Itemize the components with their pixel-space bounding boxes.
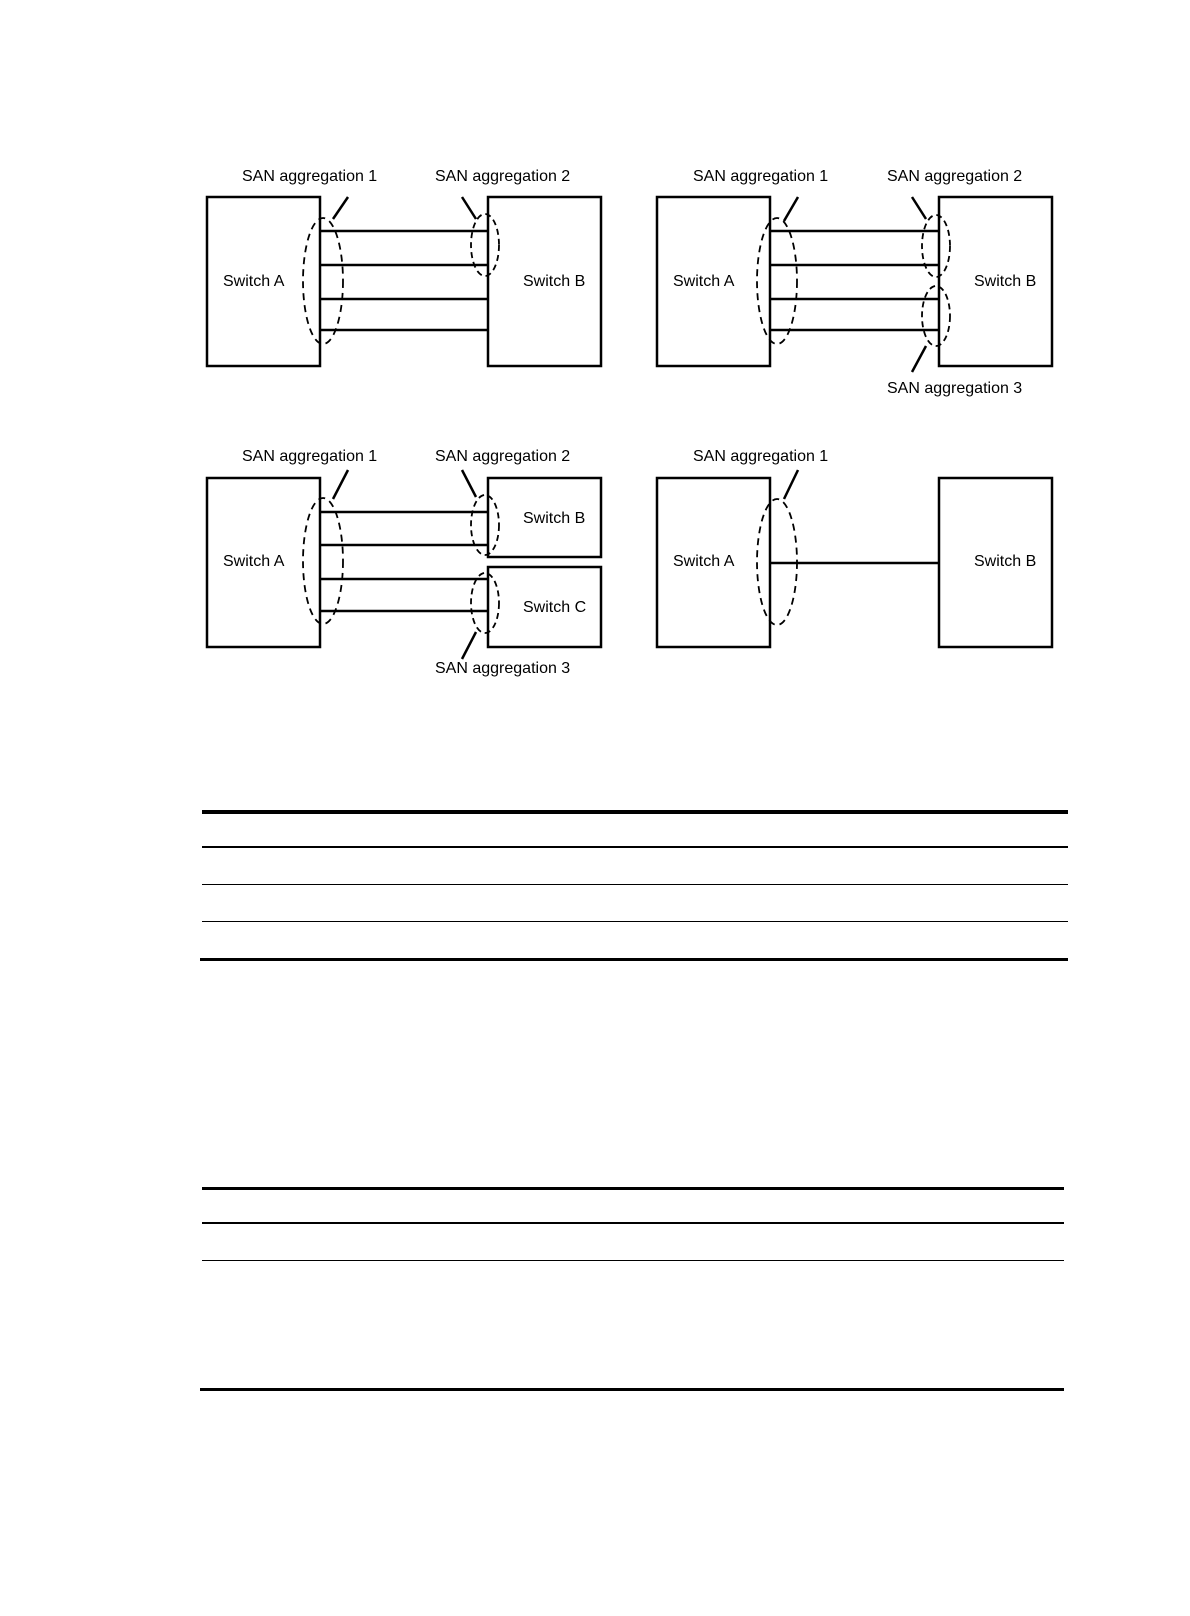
table-row-rule [202, 1260, 1064, 1261]
switch-label: Switch C [523, 599, 587, 616]
aggregation-ellipse [757, 218, 797, 344]
table-bottom-rule [200, 1388, 1064, 1391]
aggregation-label: SAN aggregation 2 [887, 168, 1023, 185]
table-top-rule [202, 810, 1068, 814]
callout-line [462, 632, 476, 659]
callout-line [784, 197, 798, 221]
table-row-rule [202, 921, 1068, 922]
aggregation-label: SAN aggregation 1 [693, 448, 829, 465]
callout-line [462, 197, 476, 219]
aggregation-label: SAN aggregation 3 [435, 660, 571, 677]
aggregation-label: SAN aggregation 1 [242, 448, 378, 465]
aggregation-ellipse [303, 498, 343, 624]
callout-line [333, 197, 348, 219]
aggregation-ellipse [922, 215, 950, 277]
table-header-rule [202, 1222, 1064, 1224]
callout-line [333, 470, 348, 499]
switch-label: Switch B [523, 510, 586, 527]
aggregation-label: SAN aggregation 2 [435, 448, 571, 465]
aggregation-label: SAN aggregation 1 [242, 168, 378, 185]
switch-label: Switch B [974, 273, 1037, 290]
callout-line [912, 197, 926, 219]
aggregation-ellipse [471, 573, 499, 633]
table-header-rule [202, 846, 1068, 848]
aggregation-label: SAN aggregation 1 [693, 168, 829, 185]
callout-line [462, 470, 476, 497]
aggregation-ellipse [471, 214, 499, 276]
callout-line [784, 470, 798, 499]
san-aggregation-diagrams [0, 0, 1190, 700]
table-row-rule [202, 884, 1068, 885]
switch-label: Switch B [974, 553, 1037, 570]
switch-label: Switch A [673, 273, 735, 290]
switch-label: Switch B [523, 273, 586, 290]
aggregation-label: SAN aggregation 2 [435, 168, 571, 185]
callout-line [912, 346, 926, 372]
table-top-rule [202, 1187, 1064, 1190]
aggregation-ellipse [303, 218, 343, 344]
table-bottom-rule [200, 958, 1068, 961]
switch-label: Switch A [223, 553, 285, 570]
switch-label: Switch A [223, 273, 285, 290]
aggregation-label: SAN aggregation 3 [887, 380, 1023, 397]
aggregation-ellipse [922, 286, 950, 346]
switch-label: Switch A [673, 553, 735, 570]
